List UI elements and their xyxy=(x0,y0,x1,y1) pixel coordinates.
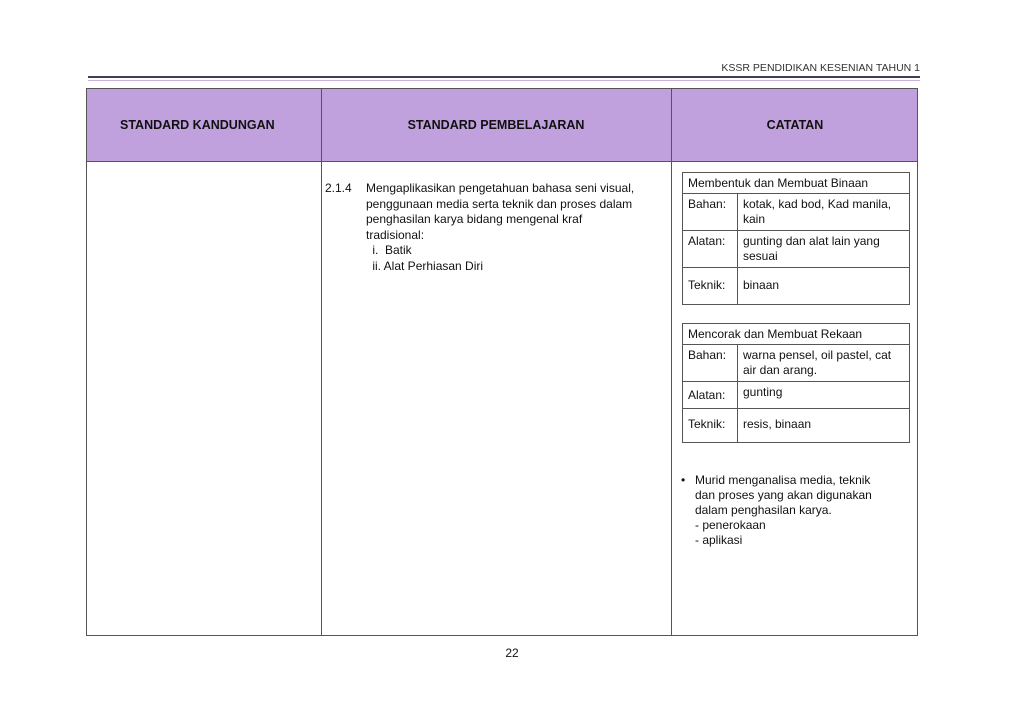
row-value: resis, binaan xyxy=(743,417,812,431)
box-row-alatan xyxy=(683,382,909,409)
header-rule xyxy=(88,76,920,78)
row-value: gunting xyxy=(743,385,783,399)
note-line: dalam penghasilan karya. xyxy=(695,503,832,517)
row-label: Bahan: xyxy=(683,194,738,230)
bullet-icon: • xyxy=(681,473,686,487)
row-value: gunting dan alat lain yang sesuai xyxy=(743,234,880,263)
note-line: Murid menganalisa media, teknik xyxy=(695,473,871,487)
standard-line: penghasilan karya bidang mengenal kraf xyxy=(366,212,583,226)
row-label: Alatan: xyxy=(683,382,738,408)
note-line: - aplikasi xyxy=(695,533,743,547)
row-value: warna pensel, oil pastel, cat air dan arang. xyxy=(743,348,892,377)
box-title: Membentuk dan Membuat Binaan xyxy=(683,173,909,194)
page-number: 22 xyxy=(505,646,519,660)
row-label: Teknik: xyxy=(683,409,738,442)
note-line: dan proses yang akan digunakan xyxy=(695,488,872,502)
standard-item-batik: i. Batik xyxy=(369,243,412,257)
note-line: - penerokaan xyxy=(695,518,766,532)
box-row-alatan xyxy=(683,231,909,268)
document-header: KSSR PENDIDIKAN KESENIAN TAHUN 1 xyxy=(721,62,920,74)
box-title: Mencorak dan Membuat Rekaan xyxy=(683,324,909,345)
table-header-row xyxy=(87,89,917,162)
column-divider xyxy=(321,89,322,635)
column-header-standard-kandungan: STANDARD KANDUNGAN xyxy=(120,118,275,132)
header-rule-accent xyxy=(88,80,920,81)
column-header-catatan: CATATAN xyxy=(766,118,824,132)
curriculum-table xyxy=(86,88,918,636)
catatan-box-binaan xyxy=(682,172,910,305)
box-row-bahan xyxy=(683,345,909,382)
standard-line: Mengaplikasikan pengetahuan bahasa seni visual, xyxy=(366,181,635,195)
catatan-box-rekaan xyxy=(682,323,910,443)
box-row-teknik xyxy=(683,409,909,442)
standard-line: penggunaan media serta teknik dan proses dalam xyxy=(366,196,633,211)
row-label: Bahan: xyxy=(683,345,738,381)
standard-number: 2.1.4 xyxy=(325,181,352,195)
column-header-standard-pembelajaran: STANDARD PEMBELAJARAN xyxy=(407,118,585,132)
row-value: binaan xyxy=(743,278,780,292)
standard-line: tradisional: xyxy=(366,227,425,242)
box-row-teknik xyxy=(683,268,909,304)
row-value: kotak, kad bod, Kad manila, kain xyxy=(743,197,892,226)
row-label: Teknik: xyxy=(683,268,738,304)
box-row-bahan xyxy=(683,194,909,231)
column-divider xyxy=(671,89,672,635)
standard-pembelajaran-cell xyxy=(325,181,670,274)
standard-item-alat-perhiasan: ii. Alat Perhiasan Diri xyxy=(369,258,484,273)
row-label: Alatan: xyxy=(683,231,738,267)
catatan-note xyxy=(681,473,911,548)
